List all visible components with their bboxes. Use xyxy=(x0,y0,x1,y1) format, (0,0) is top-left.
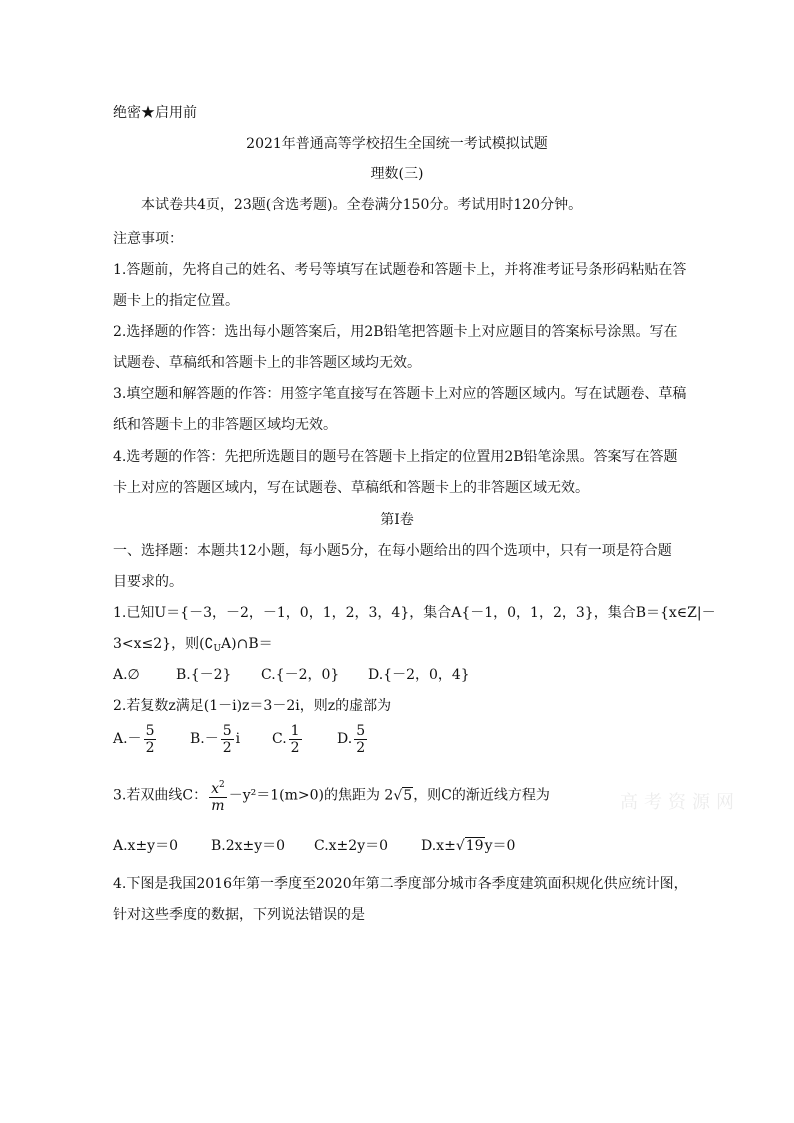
q3-options xyxy=(113,837,515,855)
q3-sqrt-value: 5 xyxy=(403,787,413,804)
q1-stem-line-2 xyxy=(113,635,273,658)
q3-option-d-post: y＝0 xyxy=(484,838,516,854)
q1-option-b: B.{－2} xyxy=(176,667,232,683)
q2-option-a-label: A.－ xyxy=(113,731,142,747)
q1-option-d: D.{－2，0，4} xyxy=(368,667,470,683)
note-3-line-2: 纸和答题卡上的非答题区域均无效。 xyxy=(113,417,337,433)
q3-frac-num xyxy=(209,777,227,798)
q3-stem-mid: －y²＝1(m>0)的焦距为 2 xyxy=(228,787,394,804)
q3-frac-num-base: x xyxy=(211,781,219,797)
q2-option-b xyxy=(190,722,272,756)
q4-stem-line-1: 4.下图是我国2016年第一季度至2020年第二季度部分城市各季度建筑面积规化供应统计图， xyxy=(113,876,688,892)
q2-option-d-fraction xyxy=(354,723,367,756)
q3-option-d-pre: D.x± xyxy=(421,838,456,854)
q2-option-a-num: 5 xyxy=(145,722,155,739)
note-4-line-1: 4.选考题的作答：先把所选题目的题号在答题卡上指定的位置用2B铅笔涂黑。答案写在答题 xyxy=(113,449,678,465)
q3-stem xyxy=(113,777,550,814)
q1-option-a: A.∅ xyxy=(113,667,140,683)
q1-stem-pre: 3<x≤2}，则(∁ xyxy=(113,636,214,652)
q1-options xyxy=(113,666,470,684)
q2-option-a-den: 2 xyxy=(145,739,155,756)
secret-label: 绝密★启用前 xyxy=(113,105,197,121)
q2-option-c-fraction xyxy=(289,723,302,756)
note-1-line-1: 1.答题前，先将自己的姓名、考号等填写在试题卷和答题卡上，并将准考证号条形码粘贴在答 xyxy=(113,262,687,278)
q2-option-c-label: C. xyxy=(272,731,287,747)
q1-complement-sub: U xyxy=(213,644,222,654)
q3-option-d-sqrt-value: 19 xyxy=(465,838,484,854)
q2-option-c-den: 2 xyxy=(290,739,300,756)
q3-option-b: B.2x±y＝0 xyxy=(211,838,286,854)
q3-stem-post: ，则C的渐近线方程为 xyxy=(413,787,550,804)
q2-option-d-num: 5 xyxy=(356,722,366,739)
watermark: 高考资源网 xyxy=(620,792,740,813)
exam-title: 2021年普通高等学校招生全国统一考试模拟试题 xyxy=(246,136,548,152)
q2-option-c-num: 1 xyxy=(290,722,300,739)
q2-option-b-den: 2 xyxy=(222,739,232,756)
section-desc-line-2: 目要求的。 xyxy=(113,574,183,590)
note-2-line-1: 2.选择题的作答：选出每小题答案后，用2B铅笔把答题卡上对应题目的答案标号涂黑。写在 xyxy=(113,324,678,340)
q2-option-d-den: 2 xyxy=(356,739,366,756)
q2-options xyxy=(113,722,369,756)
q2-option-c xyxy=(272,722,337,756)
q2-option-b-label: B.－ xyxy=(190,731,219,747)
q3-sqrt: √5 xyxy=(393,787,413,804)
q2-stem: 2.若复数z满足(1－i)z＝3－2i，则z的虚部为 xyxy=(113,698,392,714)
note-4-line-2: 卡上对应的答题区域内，写在试题卷、草稿纸和答题卡上的非答题区域无效。 xyxy=(113,480,589,496)
q2-option-a xyxy=(113,722,190,756)
section-desc-line-1: 一、选择题：本题共12小题，每小题5分，在每小题给出的四个选项中，只有一项是符合题 xyxy=(113,543,672,559)
q2-option-b-tail: i xyxy=(235,731,241,747)
note-2-line-2: 试题卷、草稿纸和答题卡上的非答题区域均无效。 xyxy=(113,355,421,371)
q2-option-d-label: D. xyxy=(337,731,353,747)
q2-option-d xyxy=(337,722,369,756)
exam-subtitle: 理数(三) xyxy=(370,166,424,182)
q3-option-d-sqrt: √19 xyxy=(455,838,484,854)
q1-option-c: C.{－2，0} xyxy=(261,667,340,683)
q3-fraction xyxy=(209,777,227,814)
note-3-line-1: 3.填空题和解答题的作答：用签字笔直接写在答题卡上对应的答题区域内。写在试题卷、草稿 xyxy=(113,386,687,402)
q3-option-c: C.x±2y＝0 xyxy=(314,838,389,854)
q2-option-b-fraction xyxy=(221,723,234,756)
q4-stem-line-2: 针对这些季度的数据，下列说法错误的是 xyxy=(113,907,365,923)
q3-frac-den: m xyxy=(211,798,225,814)
q3-frac-num-exp: 2 xyxy=(218,780,225,790)
q1-stem-post: A)∩B＝ xyxy=(221,636,273,652)
notes-heading: 注意事项： xyxy=(113,231,183,247)
q2-option-b-num: 5 xyxy=(222,722,232,739)
q3-option-d xyxy=(421,837,515,855)
q1-stem-line-1: 1.已知U＝{－3，－2，－1，0，1，2，3，4}，集合A{－1，0，1，2，3}，集合B＝{x∈Z|－ xyxy=(113,605,716,621)
exam-intro: 本试卷共4页，23题(含选考题)。全卷满分150分。考试用时120分钟。 xyxy=(141,197,583,213)
section-title: 第Ⅰ卷 xyxy=(380,512,414,528)
q2-option-a-fraction xyxy=(144,723,157,756)
q3-stem-pre: 3.若双曲线C： xyxy=(113,787,208,804)
q3-option-a: A.x±y＝0 xyxy=(113,838,179,854)
note-1-line-2: 题卡上的指定位置。 xyxy=(113,293,239,309)
